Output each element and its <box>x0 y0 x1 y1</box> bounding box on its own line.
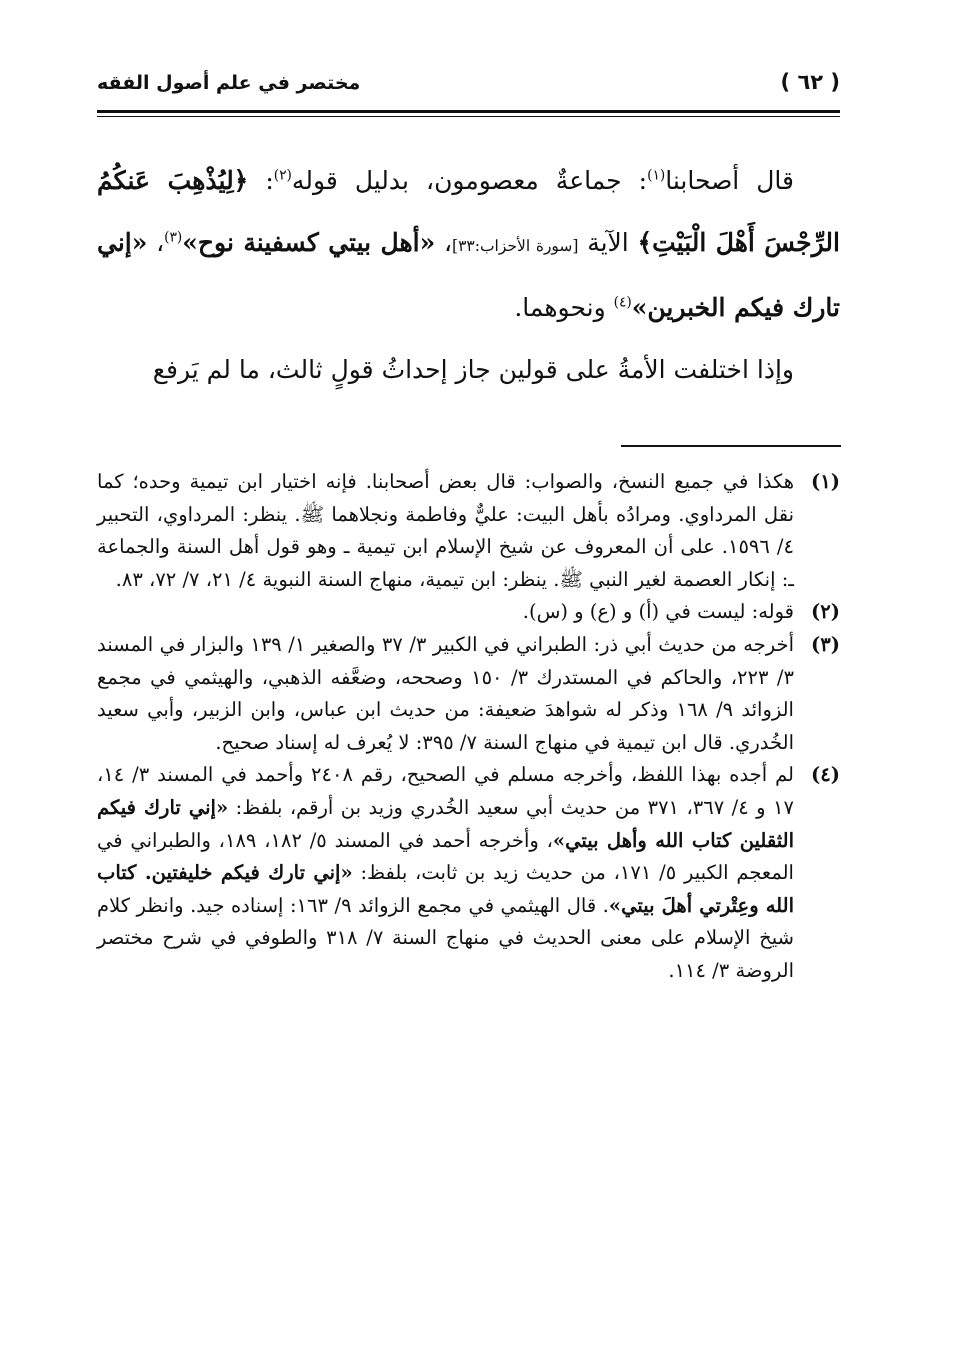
footnote-separator <box>621 445 841 447</box>
hadith-quote: «إني تارك فيكم خليفتين. كتاب الله وعِتْرتي أهلَ بيتي» <box>97 861 794 917</box>
text-segment: . قال الهيثمي في مجمع الزوائد ٩/ ١٦٣: إسناده جيد. وانظر كلام شيخ الإسلام على معنى الحديث في منهاج السنة ٧/ ٣١٨ والطوفي في شرح مختصر الروضة ٣/ ١١٤. <box>97 893 794 982</box>
footnote-text: أخرجه من حديث أبي ذر: الطبراني في الكبير ٣/ ٣٧ والصغير ١/ ١٣٩ والبزار في المسند ٣/ ٢٢٣، والحاكم في المستدرك ٣/ ١٥٠ وصححه، وضعَّفه الذهبي، والهيثمي في مجمع الزوائد ٩/ ١٦٨ وذكر له شواهدَ ضعيفة: من حديث ابن عباس، وابن الزبير، وأبي سعيد الخُدري. قال ابن تيمية في منهاج السنة ٧/ ٣٩٥: لا يُعرف له إسناد صحيح. <box>97 632 794 754</box>
text-segment: ، <box>147 228 165 257</box>
main-paragraph-2: وإذا اختلفت الأمةُ على قولين جاز إحداثُ قولٍ ثالث، ما لم يَرفع <box>152 355 794 384</box>
footnote-text: قوله: ليست في (أ) و (ع) و (س). <box>522 600 794 624</box>
text-segment: ونحوهما. <box>514 293 614 322</box>
footnote-ref-4[interactable]: (٤) <box>613 294 632 311</box>
text-segment: : جماعةٌ معصومون، بدليل قوله <box>291 166 648 195</box>
footnotes <box>97 466 840 988</box>
footnote-ref-2[interactable]: (٢) <box>273 167 292 184</box>
footnote-number: (٢) <box>811 600 840 624</box>
page-header <box>97 66 840 104</box>
footnote-2 <box>97 596 840 629</box>
hadith-quote-2: «إني تارك فيكم الخبرين» <box>97 228 840 322</box>
footnote-ref-1[interactable]: (١) <box>647 167 666 184</box>
header-rule-thin <box>97 116 840 117</box>
quran-verse: ﴿لِيُذْهِبَ عَنكُمُ الرِّجْسَ أَهْلَ الْبَيْتِ﴾ <box>97 166 840 257</box>
header-rule-thick <box>97 110 840 113</box>
text-segment: الآية <box>578 228 638 257</box>
footnote-3 <box>97 629 840 759</box>
book-title: مختصر في علم أصول الفقه <box>97 72 361 94</box>
text-segment: ، <box>435 228 453 257</box>
footnote-number: (١) <box>811 470 840 493</box>
page-number: ( ٦٢ ) <box>780 70 840 94</box>
footnote-text: هكذا في جميع النسخ، والصواب: قال بعض أصحابنا. فإنه اختيار ابن تيمية وحده؛ كما نقل المرداوي. ومرادُه بأهل البيت: عليٌّ وفاطمة ونجلاهما ﷺ. ينظر: المرداوي، التحبير ٤/ ١٥٩٦. على أن المعروف عن شيخ الإسلام ابن تيمية ـ وهو قول أهل السنة والجماعة ـ: إنكار العصمة لغير النبي ﷺ. ينظر: ابن تيمية، منهاج السنة النبوية ٤/ ٢١، ٧/ ٧٢، ٨٣. <box>97 470 794 591</box>
footnote-ref-3[interactable]: (٣) <box>164 229 183 246</box>
text-segment: قال أصحابنا <box>665 166 794 195</box>
hadith-quote-1: «أهل بيتي كسفينة نوح» <box>182 228 436 257</box>
text-segment: لم أجده بهذا اللفظ، وأخرجه مسلم في الصحيح، رقم ٢٤٠٨ وأحمد في المسند ٣/ ١٤، ١٧ و ٤/ ٣٦٧، ٣٧١ من حديث أبي سعيد الخُدري وزيد بن أرقم، بلفظ: <box>97 763 794 819</box>
footnote-1 <box>97 466 840 596</box>
footnote-number: (٤) <box>811 763 840 787</box>
main-paragraph-1 <box>97 150 840 339</box>
hadith-quote: «إني تارك فيكم الثقلين كتاب الله وأهل بيتي» <box>97 795 794 852</box>
text-segment: : <box>248 166 274 195</box>
footnote-number: (٣) <box>811 632 840 656</box>
main-text <box>97 150 840 401</box>
footnote-text <box>97 759 794 987</box>
footnote-4 <box>97 759 840 987</box>
sura-reference: [سورة الأحزاب:٣٣] <box>452 237 579 255</box>
text-segment: ، وأخرجه أحمد في المسند ٥/ ١٨٢، ١٨٩، والطبراني في المعجم الكبير ٥/ ١٧١، من حديث زيد بن ثابت، بلفظ: <box>97 828 794 885</box>
